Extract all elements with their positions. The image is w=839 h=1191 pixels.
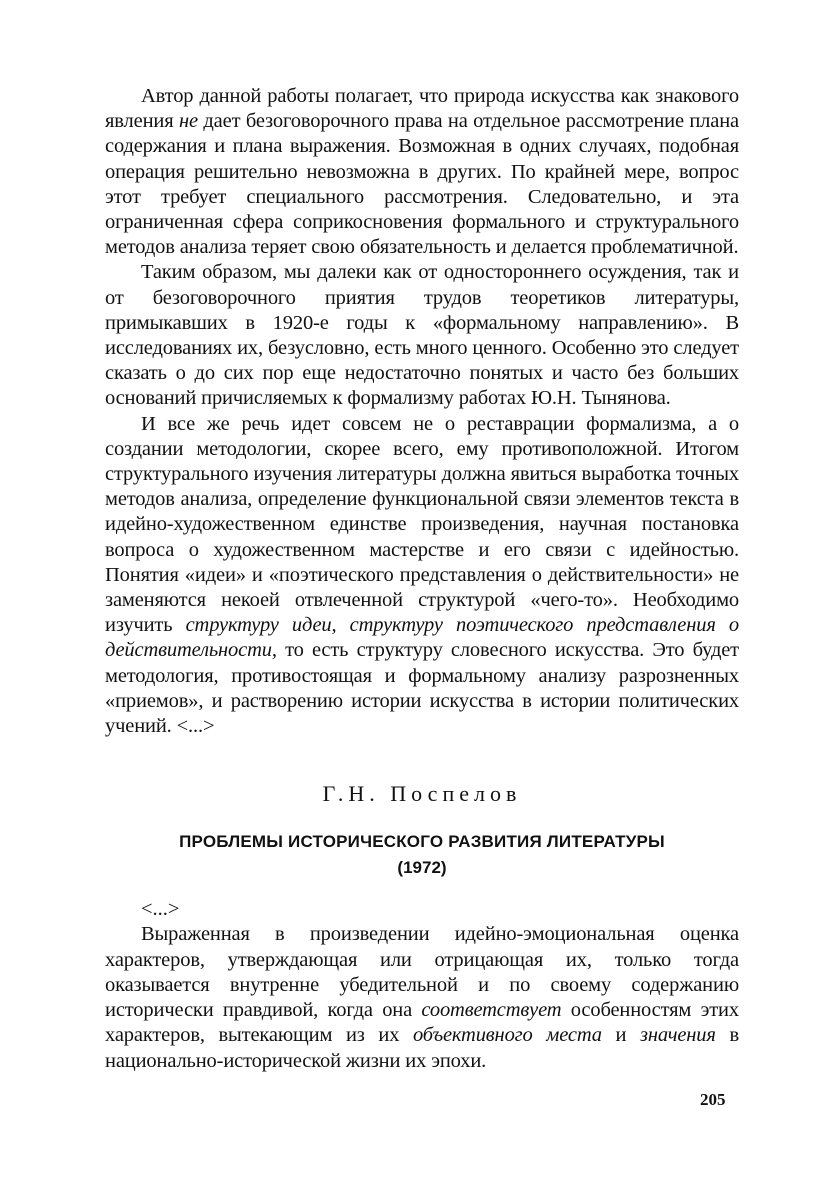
paragraph-4: [105, 922, 739, 1073]
paragraph-4-text-g: в национально-исторической жизни их эпохи.: [105, 1024, 739, 1072]
paragraph-1-text-a: Автор данной работы полагает, что природа искусства как знакового явления: [105, 85, 739, 133]
paragraph-4-text-c: особенностям этих характеров, вытекающим из их: [105, 999, 739, 1047]
paragraph-4-emphasis-2: объективного места: [412, 1024, 602, 1047]
paragraph-1-text-c: дает безоговорочного права на отдельное рассмотрение плана содержания и плана выражения. Возможная в одних случаях, подобная операция решительно невозможна в других. По крайней мере, вопрос этот требует специального рассмотрения. Следовательно, и эта ограниченная сфера соприкосновения формального и структурального методов анализа теряет свою обязательность и делается проблематичной.: [105, 110, 739, 259]
page-body: [105, 84, 739, 1074]
section-gap: [105, 739, 739, 779]
paragraph-4-emphasis-1: соответствует: [421, 999, 562, 1022]
paragraph-4-text-a: Выраженная в произведении идейно-эмоциональная оценка характеров, утверждающая или отрицающая их, только тогда оказывается внутренне убедительной и по своему содержанию исторически правдивой, когда она: [105, 923, 739, 1022]
paragraph-4-text-e: и: [601, 1024, 641, 1047]
paragraph-3-emphasis: структуру идеи, структуру поэтического представления о действительности,: [105, 614, 739, 662]
paragraph-1: [105, 84, 739, 260]
paragraph-2: Таким образом, мы далеки как от одностороннего осуждения, так и от безоговорочного приятия трудов теоретиков литературы, примыкавших в 1920-е годы к «формальному направлению». В исследованиях их, безусловно, есть много ценного. Особенно это следует сказать о до сих пор еще недостаточно понятых и часто без больших оснований причисляемых к формализму работах Ю.Н. Тынянова.: [105, 261, 739, 410]
paragraph-3: [105, 412, 739, 740]
paragraph-3-text-a: И все же речь идет совсем не о реставрации формализма, а о создании методологии, скорее всего, ему противоположной. Итогом структурального изучения литературы должна явиться выработка точных методов анализа, определение функциональной связи элементов текста в идейно-художественном единстве произведения, научная постановка вопроса о художественном мастерстве и его связи с идейностью. Понятия «идеи» и «поэтического представления о действительности» не заменяются некоей отвлеченной структурой «чего-то». Необходимо изучить: [105, 412, 739, 637]
article-title: ПРОБЛЕМЫ ИСТОРИЧЕСКОГО РАЗВИТИЯ ЛИТЕРАТУРЫ: [179, 832, 665, 852]
article-year: (1972): [397, 858, 447, 878]
paragraph-4-emphasis-3: значения: [640, 1024, 716, 1047]
author-name: Г.Н. Поспелов: [322, 781, 522, 807]
page-number: 205: [700, 1090, 726, 1109]
omission-marker: <...>: [141, 898, 180, 921]
paragraph-1-emphasis: не: [178, 110, 198, 133]
paragraph-3-text-c: то есть структуру словесного искусства. Это будет методология, противостоящая и формальному анализу разрозненных «приемов», и растворению истории искусства в истории политических учений. <...>: [105, 639, 739, 738]
